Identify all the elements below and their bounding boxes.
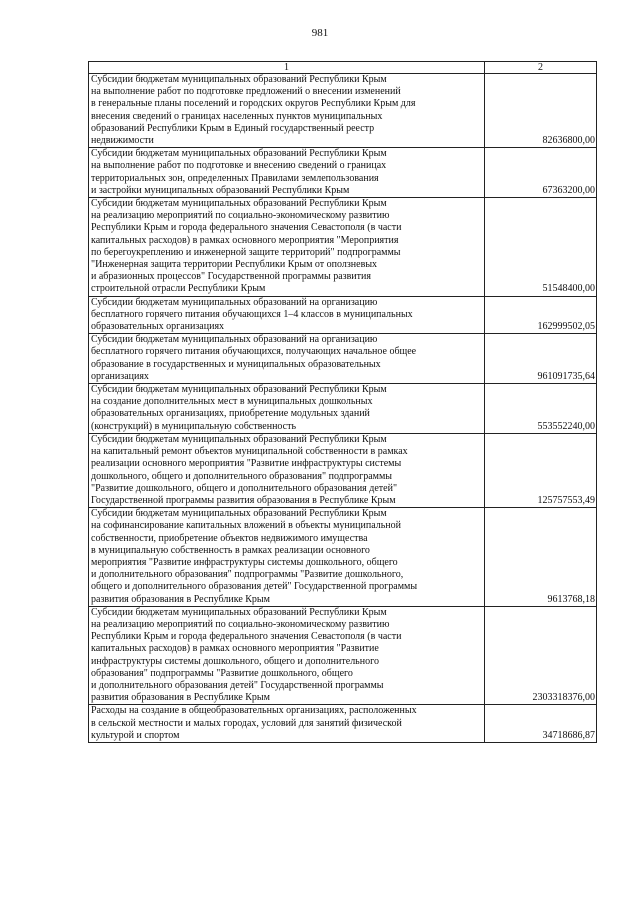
budget-table xyxy=(88,61,597,743)
row-description: Субсидии бюджетам муниципальных образований Республики Крым на капитальный ремонт объектов муниципальной собственности в рамках реализации основного мероприятия "Развитие инфраструктуры системы дошкольного, общего и дополнительного образования" подпрограммы "Развитие дошкольного, общего и дополнительного образования детей" Государственной программы развития образования в Республике Крым xyxy=(89,433,485,507)
table-row xyxy=(89,74,597,148)
row-amount: 961091735,64 xyxy=(485,334,597,384)
table-header-row xyxy=(89,62,597,74)
table-row xyxy=(89,148,597,198)
row-description: Субсидии бюджетам муниципальных образований на организацию бесплатного горячего питания обучающихся, получающих начальное общее образование в государственных и муниципальных образовательных организациях xyxy=(89,334,485,384)
table-row xyxy=(89,606,597,705)
row-description: Субсидии бюджетам муниципальных образований Республики Крым на выполнение работ по подготовке предложений о внесении изменений в генеральные планы поселений и городских округов Республики Крым для внесения сведений о границах населенных пунктов муниципальных образований Республики Крым в Единый государственный реестр недвижимости xyxy=(89,74,485,148)
row-amount: 125757553,49 xyxy=(485,433,597,507)
row-description: Субсидии бюджетам муниципальных образований Республики Крым на создание дополнительных мест в муниципальных дошкольных образовательных организациях, приобретение модульных зданий (конструкций) в муниципальную собственность xyxy=(89,384,485,434)
table-row xyxy=(89,198,597,297)
row-description: Субсидии бюджетам муниципальных образований на организацию бесплатного горячего питания обучающихся 1–4 классов в муниципальных образовательных организациях xyxy=(89,296,485,334)
table-row xyxy=(89,334,597,384)
row-amount: 34718686,87 xyxy=(485,705,597,743)
row-description: Субсидии бюджетам муниципальных образований Республики Крым на реализацию мероприятий по социально-экономическому развитию Республики Крым и города федерального значения Севастополя (в части капитальных расходов) в рамках основного мероприятия "Мероприятия по берегоукреплению и инженерной защите территорий" подпрограммы "Инженерная защита территории Республики Крым от оползневых и абразионных процессов" Государственной программы развития строительной отрасли Республики Крым xyxy=(89,198,485,297)
column-header-1: 1 xyxy=(89,62,485,74)
table-row xyxy=(89,508,597,607)
page-number: 981 xyxy=(311,27,329,39)
row-description: Субсидии бюджетам муниципальных образований Республики Крым на софинансирование капитальных вложений в объекты муниципальной собственности, приобретение объектов недвижимого имущества в муниципальную собственность в рамках реализации основного мероприятия "Развитие инфраструктуры системы дошкольного, общего и дополнительного образования" подпрограммы "Развитие дошкольного, общего и дополнительного образования детей" Государственной программы развития образования в Республике Крым xyxy=(89,508,485,607)
table-row xyxy=(89,433,597,507)
row-amount: 2303318376,00 xyxy=(485,606,597,705)
column-header-2: 2 xyxy=(485,62,597,74)
row-amount: 162999502,05 xyxy=(485,296,597,334)
row-description: Субсидии бюджетам муниципальных образований Республики Крым на реализацию мероприятий по социально-экономическому развитию Республики Крым и города федерального значения Севастополя (в части капитальных расходов) в рамках основного мероприятия "Развитие инфраструктуры системы дошкольного, общего и дополнительного образования" подпрограммы "Развитие дошкольного, общего и дополнительного образования детей" Государственной программы развития образования в Республике Крым xyxy=(89,606,485,705)
row-description: Расходы на создание в общеобразовательных организациях, расположенных в сельской местности и малых городах, условий для занятий физической культурой и спортом xyxy=(89,705,485,743)
row-amount: 67363200,00 xyxy=(485,148,597,198)
table-row xyxy=(89,384,597,434)
row-amount: 553552240,00 xyxy=(485,384,597,434)
table-row xyxy=(89,296,597,334)
row-description: Субсидии бюджетам муниципальных образований Республики Крым на выполнение работ по подготовке и внесению сведений о границах территориальных зон, определенных Правилами землепользования и застройки муниципальных образований Республики Крым xyxy=(89,148,485,198)
table-row xyxy=(89,705,597,743)
row-amount: 51548400,00 xyxy=(485,198,597,297)
row-amount: 9613768,18 xyxy=(485,508,597,607)
row-amount: 82636800,00 xyxy=(485,74,597,148)
